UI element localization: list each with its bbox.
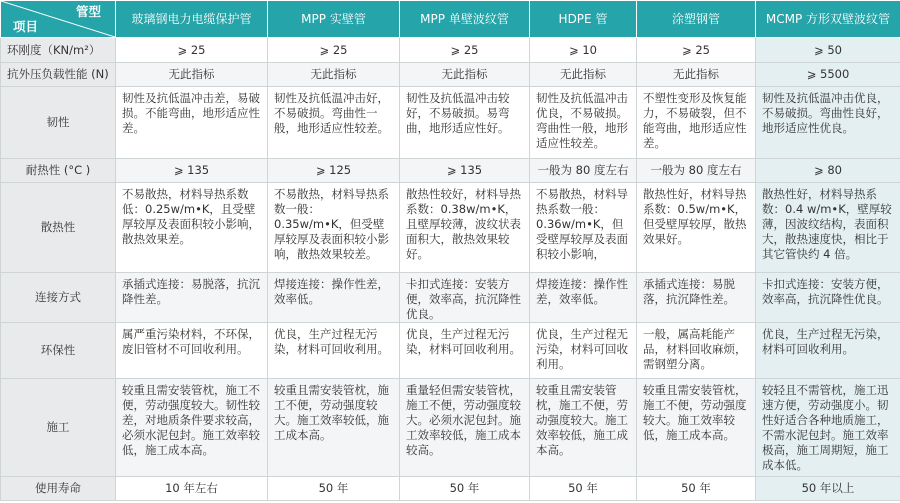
table-cell: ⩾ 25 bbox=[268, 38, 400, 63]
header-row bbox=[1, 1, 900, 38]
table-cell: ⩾ 125 bbox=[268, 159, 400, 183]
row-label: 抗外压负载性能 (N) bbox=[1, 63, 116, 87]
column-header: MPP 实壁管 bbox=[268, 1, 400, 38]
table-cell: 较轻且不需管枕，施工迅速方便，劳动强度小。韧性好适合各种地质施工，不需水泥包封。施工效率极高，施工周期短，施工成本低。 bbox=[756, 379, 900, 477]
column-header: 玻璃钢电力电缆保护管 bbox=[116, 1, 268, 38]
table-cell: 优良，生产过程无污染，材料可回收利用。 bbox=[268, 323, 400, 379]
table-cell: 不塑性变形及恢复能力，不易破裂，但不能弯曲，地形适应性差。 bbox=[637, 87, 756, 159]
table-cell: 属严重污染材料，不环保，废旧管材不可回收利用。 bbox=[116, 323, 268, 379]
table-row bbox=[1, 273, 900, 323]
table-row bbox=[1, 38, 900, 63]
table-cell: 韧性及抗低温冲击优良，不易破损。弯曲性良好，地形适应性优良。 bbox=[756, 87, 900, 159]
table-cell: ⩾ 50 bbox=[756, 38, 900, 63]
row-label: 环保性 bbox=[1, 323, 116, 379]
corner-header-cell bbox=[1, 1, 116, 38]
table-cell: ⩾ 135 bbox=[116, 159, 268, 183]
corner-type-label: 管型 bbox=[75, 4, 101, 19]
table-cell: ⩾ 5500 bbox=[756, 63, 900, 87]
table-cell: ⩾ 25 bbox=[637, 38, 756, 63]
table-cell: 较重且需安装管枕，施工不便，劳动强度较大。施工效率较低，施工成本高。 bbox=[530, 379, 637, 477]
column-header: 涂塑钢管 bbox=[637, 1, 756, 38]
table-cell: 散热性好，材料导热系数：0.4 w/m•K，壁厚较薄，因波纹结构，表面积大，散热速度快，相比于其它管快约 4 倍。 bbox=[756, 183, 900, 273]
table-cell: ⩾ 25 bbox=[116, 38, 268, 63]
table-cell: 不易散热，材料导热系数低：0.25w/m•K，且受壁厚较厚及表面积较小影响，散热效果差。 bbox=[116, 183, 268, 273]
table-cell: 较重且需安装管枕，施工不便，劳动强度较大。施工效率较低，施工成本高。 bbox=[268, 379, 400, 477]
table-cell: 优良，生产过程无污染，材料可回收利用。 bbox=[756, 323, 900, 379]
table-cell: 承插式连接：易脱落，抗沉降性差。 bbox=[116, 273, 268, 323]
column-header: HDPE 管 bbox=[530, 1, 637, 38]
table-cell: 50 年 bbox=[530, 477, 637, 501]
table-cell: 10 年左右 bbox=[116, 477, 268, 501]
table-cell: 优良，生产过程无污染，材料可回收利用。 bbox=[400, 323, 530, 379]
table-cell: 卡扣式连接：安装方便，效率高，抗沉降性优良。 bbox=[400, 273, 530, 323]
table-row bbox=[1, 87, 900, 159]
table-cell: 较重且需安装管枕，施工不便，劳动强度较大。施工效率较低，施工成本高。 bbox=[637, 379, 756, 477]
table-cell: 散热性好，材料导热系数：0.5w/m•K，但受壁厚较厚，散热效果好。 bbox=[637, 183, 756, 273]
table-cell: 优良，生产过程无污染，材料可回收利用。 bbox=[530, 323, 637, 379]
table-cell: 不易散热，材料导热系数一般：0.35w/m•K，但受壁厚较厚及表面积较小影响，散热效果较差。 bbox=[268, 183, 400, 273]
row-label: 耐热性 (°C ) bbox=[1, 159, 116, 183]
table-cell: 一般，属高耗能产品，材料回收麻烦，需钢塑分离。 bbox=[637, 323, 756, 379]
table-cell: 无此指标 bbox=[400, 63, 530, 87]
table-cell: 焊接连接：操作性差，效率低。 bbox=[530, 273, 637, 323]
row-label: 韧性 bbox=[1, 87, 116, 159]
table-cell: 卡扣式连接：安装方便，效率高，抗沉降性优良。 bbox=[756, 273, 900, 323]
table-cell: 焊接连接：操作性差，效率低。 bbox=[268, 273, 400, 323]
table-cell: 无此指标 bbox=[268, 63, 400, 87]
table-cell: 50 年 bbox=[268, 477, 400, 501]
corner-item-label: 项目 bbox=[13, 19, 39, 34]
row-label: 使用寿命 bbox=[1, 477, 116, 501]
table-cell: 一般为 80 度左右 bbox=[637, 159, 756, 183]
table-cell: 韧性及抗低温冲击差，易破损。不能弯曲，地形适应性差。 bbox=[116, 87, 268, 159]
row-label: 散热性 bbox=[1, 183, 116, 273]
table-cell: 50 年 bbox=[400, 477, 530, 501]
table-cell: ⩾ 10 bbox=[530, 38, 637, 63]
row-label: 施工 bbox=[1, 379, 116, 477]
table-cell: 一般为 80 度左右 bbox=[530, 159, 637, 183]
column-header: MPP 单壁波纹管 bbox=[400, 1, 530, 38]
column-header: MCMP 方形双壁波纹管 bbox=[756, 1, 900, 38]
table-cell: 韧性及抗低温冲击优良，不易破损。弯曲性一般，地形适应性较差。 bbox=[530, 87, 637, 159]
table-cell: 较重且需安装管枕，施工不便，劳动强度较大。韧性较差，对地质条件要求较高，必须水泥包封。施工效率较低，施工成本高。 bbox=[116, 379, 268, 477]
table-row bbox=[1, 159, 900, 183]
table-row bbox=[1, 379, 900, 477]
table-cell: 韧性及抗低温冲击好，不易破损。弯曲性一般，地形适应性较差。 bbox=[268, 87, 400, 159]
table-cell: 无此指标 bbox=[116, 63, 268, 87]
table-row bbox=[1, 477, 900, 501]
table-cell: 承插式连接：易脱落，抗沉降性差。 bbox=[637, 273, 756, 323]
table-cell: ⩾ 25 bbox=[400, 38, 530, 63]
table-row bbox=[1, 323, 900, 379]
table-cell: 韧性及抗低温冲击较好，不易破损。易弯曲，地形适应性好。 bbox=[400, 87, 530, 159]
table-cell: 50 年 bbox=[637, 477, 756, 501]
table-cell: 无此指标 bbox=[530, 63, 637, 87]
table-cell: ⩾ 80 bbox=[756, 159, 900, 183]
table-cell: 重量轻但需安装管枕，施工不便，劳动强度较大。必须水泥包封。施工效率较低，施工成本较高。 bbox=[400, 379, 530, 477]
row-label: 环刚度（KN/m²） bbox=[1, 38, 116, 63]
table-cell: 无此指标 bbox=[637, 63, 756, 87]
table-cell: 不易散热，材料导热系数一般：0.36w/m•K，但受壁厚较厚及表面积较小影响， bbox=[530, 183, 637, 273]
table-cell: ⩾ 135 bbox=[400, 159, 530, 183]
row-label: 连接方式 bbox=[1, 273, 116, 323]
table-cell: 50 年以上 bbox=[756, 477, 900, 501]
table-row bbox=[1, 183, 900, 273]
table-row bbox=[1, 63, 900, 87]
table-cell: 散热性较好，材料导热系数：0.38w/m•K，且壁厚较薄，波纹状表面积大，散热效果较好。 bbox=[400, 183, 530, 273]
